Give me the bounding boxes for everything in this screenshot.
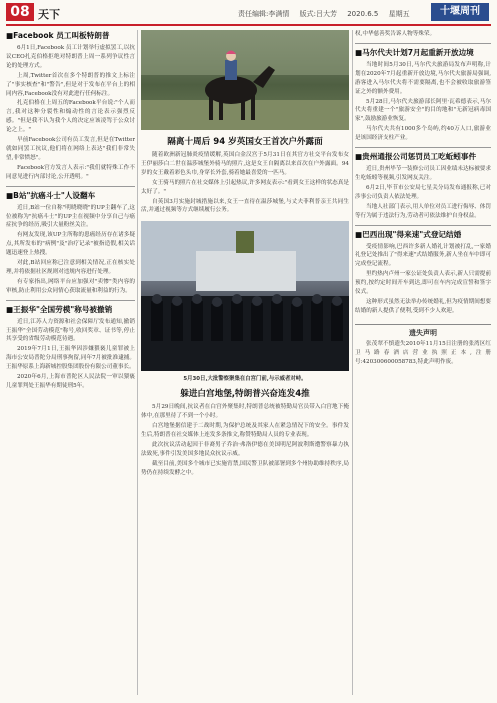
article-paragraph: 自英国3月实施封城措施以来,女王一直待在温莎城堡,与丈夫菲利普亲王共同生活,并通过视频等方式继续履行公务。 [141, 198, 349, 214]
article-headline: ■Facebook 员工叫板特朗普 [6, 31, 110, 40]
article-paragraph: 受疫情影响,巴西许多新人婚礼计划被打乱,一家婚礼登记处推出了"得来速"式结婚服务,新人坐在车中即可完成登记流程。 [355, 243, 491, 268]
article-title: 隔离十周后 94 岁英国女王首次户外露面 [167, 137, 323, 147]
article-paragraph: 当地时间5月30日,马尔代夫旅游局发布声明称,计划在2020年7月起重新开放边境,马尔代夫旅游局强调,游客进入马尔代夫将不需要隔离,也不会被收取旅游签证之外的额外费用。 [355, 61, 491, 95]
section-name: 天下 [38, 8, 60, 21]
notice-title: 遗失声明 [409, 328, 437, 337]
middle-column [141, 30, 349, 695]
header-rule [6, 24, 491, 26]
article-headline: ■B站"抗癌斗士"人设翻车 [6, 186, 135, 201]
article-headline: ■王振华"全国劳模"称号被撤销 [6, 300, 135, 315]
article-paragraph: 有专家指出,网络平台应加强对"卖惨"类内容的审核,防止利用公众同情心获取流量和利益的行为。 [6, 278, 135, 294]
article-paragraph: Facebook官方发言人表示:"我们就特殊工作不同意见进行内部讨论,公开透明。" [6, 164, 135, 180]
article-paragraph: 女王骑马的照片在社交媒体上引起热议,许多网友表示:"看到女王这样的状态真是太好了。" [141, 179, 349, 195]
right-column [355, 30, 491, 695]
page-header [0, 0, 497, 24]
issue-date: 2020.6.5 [347, 10, 379, 18]
article-paragraph: 6月1日,Facebook 员工计划举行虚拟罢工,以抗议CEO扎克伯格拒绝对特朗普上周一系列争议性言论的处理方式。 [6, 45, 135, 69]
article-paragraph: 马尔代夫共有1000多个岛屿,约40万人口,旅游业是该国经济支柱产业。 [355, 126, 491, 142]
article-paragraph: 有网友发现,该UP主所称的患癌经历存在诸多疑点,其所发布的"病例"及"治疗记录"被指造假,相关话题迅速登上热搜。 [6, 232, 135, 257]
article-title: 躲进白宫地堡,特朗普兴奋连发4推 [180, 389, 310, 400]
designer-credit: 版式:吕大芳 [299, 10, 337, 18]
article-paragraph: 近日,贵州毕节一装修公司员工因业绩未达标被要求生吃蚯蚓等视频,引发网友关注。 [355, 166, 491, 181]
article-paragraph: 这种形式虽然无法举办传统婚礼,但为疫情期间想要结婚的新人提供了便利,受到不少人欢迎。 [355, 298, 491, 314]
article-paragraph: 权,中华慈善奖告诉人物等殊荣。 [355, 31, 436, 37]
column-divider [137, 30, 138, 695]
article-paragraph: 扎克伯格在上周五的Facebook平台说:"个人而言,我对这种分裂性和煽动性的言论表示强烈反感。"但是我不认为我个人的决定应该凌驾于公众讨论之上。" [6, 100, 135, 134]
article-paragraph: 里约热内卢州一家公证处负责人表示,新人只需提前预约,按约定时间开车到达,即可在车内完成宣誓和签字仪式。 [355, 271, 491, 296]
article-paragraph: 上周,Twitter首次在多个特朗普的推文上标注了"事实核查"和"警告",但是对于发布在平台上的相同内容,Facebook没有对此进行任何标注。 [6, 72, 135, 97]
article-paragraph: 近日,B站一位自称"明晓晓晓"的UP主翻车了,这位被称为"抗癌斗士"的UP主在视频中分享自己与癌症抗争的经历,吸引大量粉丝关注。 [6, 204, 135, 229]
article-headline: ■马尔代夫计划7月起重新开放边境 [355, 43, 491, 58]
article-paragraph: 5月28日,马尔代夫旅游部长阿里·瓦希德表示,马尔代夫将重建一个"旅游安全"的目的地和"无新冠病毒国家",鼓励旅游业恢复。 [355, 98, 491, 123]
article-paragraph: 2019年7月1日,王振华因涉嫌猥亵儿童罪被上海市公安局普陀分局刑事拘留,同年7月被批准逮捕。王振华原系上海新城控股集团股份有限公司董事长。 [6, 346, 135, 371]
article-paragraph: 5月29日晚间,抗议者在白宫外聚集时,特朗普总统被特勤局官员带入白宫地下掩体中,在那里待了不到一个小时。 [141, 404, 349, 420]
white-house-protest-photo [141, 221, 349, 371]
article-paragraph: 2020年6月,上海市普陀区人民法院一审以猥亵儿童罪判处王振华有期徒刑5年。 [6, 374, 135, 389]
photo-caption: 5月30日,大批警察聚集在白宫门前,与示威者对峙。 [183, 376, 307, 383]
classified-notice [355, 324, 491, 367]
police-line-illustration [141, 221, 349, 371]
article-paragraph: 当地人社部门表示,用人单位对员工进行侮辱、体罚等行为属于违法行为,劳动者可依法维护自身权益。 [355, 203, 491, 219]
masthead-logo: 十堰周刊 [431, 3, 489, 21]
article-paragraph: 早前Facebook公司有员工发言,但是在Twitter就如同罢工抗议,他们将在网络上表达"我们非常失望,非常愤怒"。 [6, 137, 135, 161]
queen-riding-photo [141, 30, 349, 130]
notice-text: 张茂翠不慎遗失2010年11月15日注册的张湾区红卫马路春酒店营业执照正本,注册号:420300600058783,特此声明作废。 [355, 340, 491, 365]
article-headline: ■贵州通报公司惩罚员工吃蚯蚓事件 [355, 147, 491, 162]
article-paragraph: 白宫地堡据信建于二战时期,为保护总统及其家人在紧急情况下的安全。事件发生后,特朗普在社交媒体上连发多条推文,称赞特勤局人员的专业表现。 [141, 423, 349, 439]
article-paragraph: 近日,江苏人力资源和社会保障厅发布通知,撤销王振华"全国劳动模范"称号,收回奖章、证书等,停止其享受的省级劳动模范待遇。 [6, 318, 135, 343]
issue-weekday: 星期五 [388, 10, 410, 18]
article-paragraph: 对此,B站回应称已注意到相关情况,正在核实处理,并将依据社区规则对违规内容进行处理。 [6, 260, 135, 275]
column-divider [352, 30, 353, 695]
article-paragraph: 6月2日,毕节市公安局七星关分局发布通报称,已对涉事公司负责人依法处理。 [355, 184, 491, 200]
left-column [6, 30, 135, 695]
horse-rider-illustration [141, 30, 349, 130]
article-headline: ■巴西出现"得来速"式登记结婚 [355, 225, 491, 240]
header-info [238, 9, 418, 19]
article-paragraph: 截至目前,美国多个城市已实施宵禁,国民警卫队被部署到多个州协助维持秩序,局势仍在持续发酵之中。 [141, 460, 349, 476]
editor-credit: 责任编辑:李满情 [238, 10, 290, 18]
page-number: 08 [6, 3, 34, 21]
article-paragraph: 此次抗议活动起因于非裔男子乔治·弗洛伊德在美国明尼阿波利斯遭警察暴力执法致死,事件引发美国多地民众抗议示威。 [141, 441, 349, 457]
article-paragraph: 随着欧洲新冠肺炎疫情缓解,英国白金汉宫于5月31日在其官方社交平台发布女王伊丽莎白二世在温莎城堡外骑马的照片,这是女王自隔离以来首次在户外露面。94岁的女王戴着彩色头巾,身穿长外套,骑着她最喜爱的一匹马。 [141, 152, 349, 176]
